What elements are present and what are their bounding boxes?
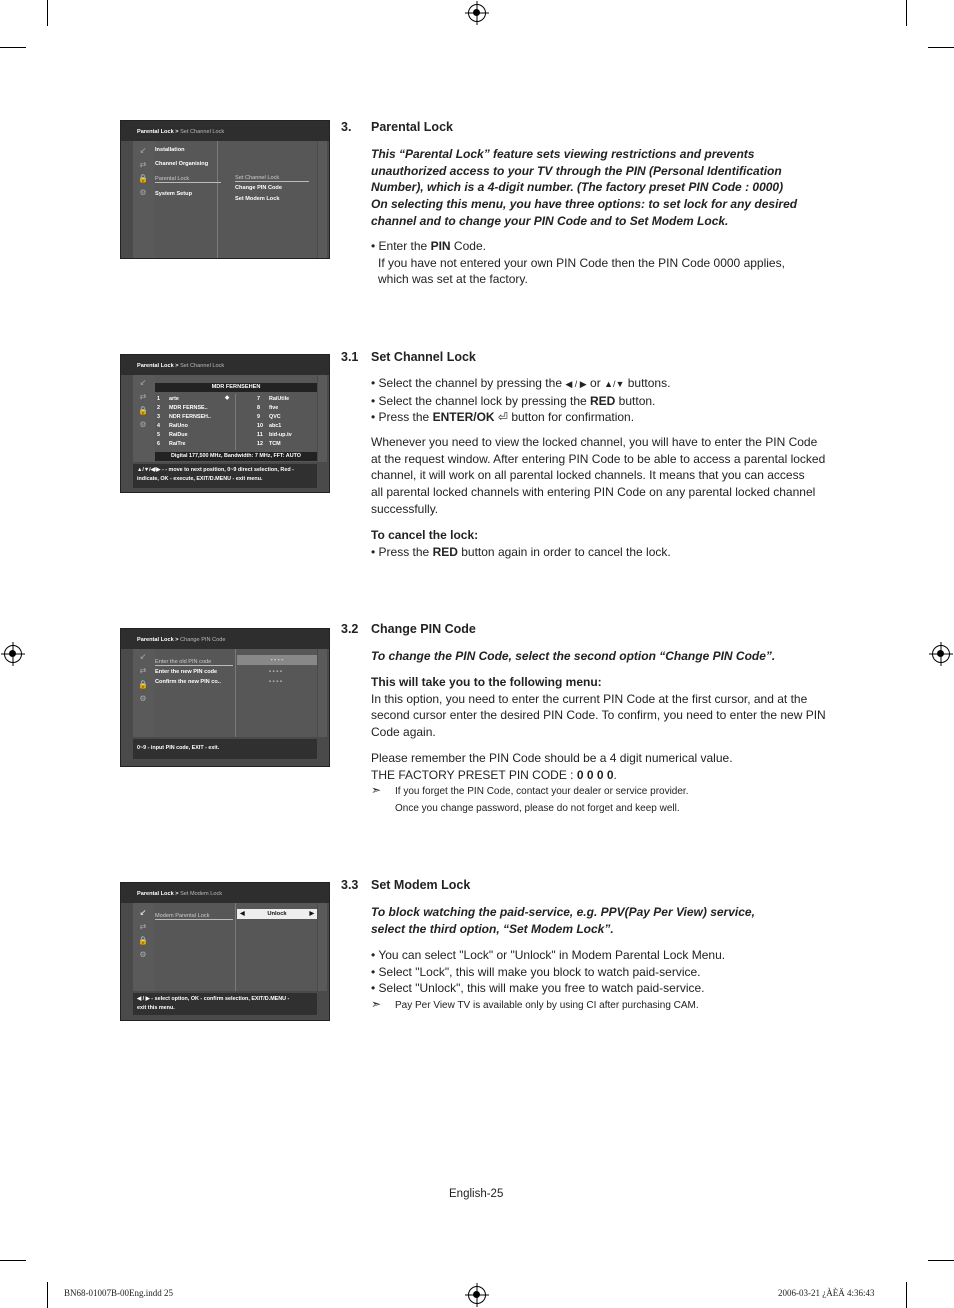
screen-breadcrumb: Parental Lock > Set Channel Lock [137,363,225,369]
bullet-cont: which was set at the factory. [378,272,528,287]
screen-breadcrumb: Parental Lock > Change PIN Code [137,637,226,643]
parental-lock-bullet [371,238,833,288]
section-title: Set Modem Lock [371,878,471,892]
bullet-bold: ENTER/OK [432,410,495,425]
section-title: Set Channel Lock [371,350,476,364]
screen-breadcrumb: Parental Lock > Set Modem Lock [137,891,223,897]
channel-row[interactable]: 5 RaiDue [157,432,188,438]
menu-item-channel-organising[interactable]: Channel Organising [155,161,209,167]
column-divider [235,903,236,991]
bullet-bold: RED [432,544,458,559]
channel-icon: ⇄ [139,666,147,675]
note-arrow-icon: ➣ [371,997,382,1011]
bullet-bold: PIN [430,239,451,253]
bullet-line: • Select "Lock", this will make you block to watch paid-service. [371,964,701,979]
bullet-cont: If you have not entered your own PIN Code then the PIN Code 0000 applies, [378,255,785,270]
crop-mark [906,1282,907,1308]
set-modem-lock-intro [371,904,833,937]
crop-mark [928,1260,954,1261]
arrow-right-icon[interactable]: ▶ [309,911,314,917]
body-text: . [613,767,617,782]
modem-parental-lock-label: Modem Parental Lock [155,913,233,920]
tv-screen-set-channel-lock [120,354,330,493]
set-modem-lock-bullets [371,947,833,997]
menu-item-system-setup[interactable]: System Setup [155,191,192,197]
channel-row[interactable]: 8 five [257,405,279,411]
section-title: Parental Lock [371,120,453,134]
antenna-icon: ↙ [139,908,147,917]
change-pin-body [371,674,833,741]
bullet-text: button for confirmation. [507,410,635,425]
channel-row[interactable]: 2 MDR FERNSE.. [157,405,208,411]
note-line: Once you change password, please do not forget and keep well. [395,803,680,814]
lock-icon: 🔒 [138,174,148,183]
bullet-text: • Select the channel by pressing the [371,376,562,390]
registration-mark-icon [4,645,22,663]
bullet-text: buttons. [627,376,671,390]
modem-lock-selector[interactable] [237,909,317,919]
channel-row[interactable]: 4 RaiUno [157,423,188,429]
channel-row[interactable]: 7 RaiUtile [257,396,290,402]
screen-scroll-bar [318,649,327,737]
crop-mark [47,1282,48,1308]
up-down-arrow-icon: ▲/▼ [604,379,625,389]
note-arrow-icon: ➣ [371,783,382,797]
menu-heading: This will take you to the following menu: [371,675,602,689]
screen-scroll-bar [318,903,327,991]
gear-icon: ⚙ [139,694,147,703]
screen-help-bar [133,464,317,488]
old-pin-field[interactable]: - - - - [237,655,317,665]
option-change-pin-code[interactable]: Change PIN Code [235,185,282,191]
section-number: 3.2 [341,622,359,636]
lock-icon: 🔒 [138,936,148,945]
channel-row[interactable]: 6 RaiTre [157,441,186,447]
tv-screen-change-pin [120,628,330,767]
bullet-text: • Select the channel lock by pressing the [371,393,590,408]
help-line: exit this menu. [137,1005,175,1011]
body-text: THE FACTORY PRESET PIN CODE : [371,767,577,782]
body-line: successfully. [371,501,439,516]
bullet-text: or [590,376,601,390]
menu-item-parental-lock[interactable]: Parental Lock [155,176,221,183]
file-slug: BN68-01007B-00Eng.indd 25 [64,1288,173,1298]
help-line: ▲/▼/◀/▶ - - move to next position, 0~9 direct selection, Red - [137,467,294,473]
body-line: at the request window. After entering PIN Code to be able to access a parental locked [371,451,826,466]
crop-mark [47,0,48,26]
intro-line: unauthorized access to your TV through the PIN (Personal Identification [371,163,782,178]
modem-lock-value: Unlock [267,911,287,917]
channel-row[interactable]: 10 abc1 [257,423,282,429]
intro-line: select the third option, “Set Modem Lock”. [371,921,614,936]
set-modem-lock-note [371,996,833,1014]
gear-icon: ⚙ [139,420,147,429]
icon-column [133,141,155,258]
channel-list-header: MDR FERNSEHEN [155,383,317,392]
channel-icon: ⇄ [139,922,147,931]
left-right-arrow-icon: ◀ / ▶ [565,379,587,389]
screen-scroll-bar [318,141,327,258]
antenna-icon: ↙ [139,146,147,155]
change-pin-intro: To change the PIN Code, select the second option “Change PIN Code”. [371,649,776,663]
intro-line: This “Parental Lock” feature sets viewing restrictions and prevents [371,147,755,161]
cancel-heading: To cancel the lock: [371,528,479,542]
section-number: 3.1 [341,350,359,364]
set-channel-lock-body [371,434,833,518]
registration-mark-icon [468,4,486,22]
crop-mark [906,0,907,26]
bullet-text: • Enter the [371,239,431,253]
body-line: Code again. [371,725,436,740]
gear-icon: ⚙ [139,188,147,197]
bullet-text: • Press the [371,410,433,425]
lock-icon: 🔒 [138,680,148,689]
channel-row[interactable]: 1 arte [157,396,179,402]
bullet-line: • Select "Unlock", this will make you free to watch paid-service. [371,981,705,996]
bullet-text: Code. [450,239,486,253]
registration-mark-icon [468,1286,486,1304]
set-channel-lock-bullets [371,375,833,426]
bullet-bold: RED [590,393,616,408]
channel-info-bar: Digital 177,500 MHz, Bandwidth: 7 MHz, FFT: AUTO [155,452,317,461]
section-number: 3.3 [341,878,359,892]
screen-help-bar [133,993,317,1015]
menu-item-installation[interactable]: Installation [155,147,185,153]
bullet-text: • Press the [371,544,433,559]
bullet-line: • You can select "Lock" or "Unlock" in Modem Parental Lock Menu. [371,948,726,962]
body-line: second cursor enter the desired PIN Code. To confirm, you need to enter the new PIN [371,708,826,723]
option-set-channel-lock[interactable]: Set Channel Lock [235,175,309,182]
tv-screen-set-modem-lock [120,882,330,1021]
channel-row[interactable]: 9 QVC [257,414,281,420]
icon-column [133,375,155,462]
screen-scroll-bar [318,375,327,462]
note-line: If you forget the PIN Code, contact your dealer or service provider. [395,786,689,797]
page-number: English-25 [449,1188,504,1200]
body-line: all parental locked channels with entering PIN Code on any parental locked channel [371,485,816,500]
body-line: Whenever you need to view the locked channel, you will have to enter the PIN Code [371,435,818,449]
crop-mark [0,1260,26,1261]
body-line: Please remember the PIN Code should be a 4 digit numerical value. [371,751,733,765]
menu-divider [217,141,218,258]
intro-line: channel and to change your PIN Code and to Set Modem Lock. [371,213,729,228]
intro-line: To block watching the paid-service, e.g. PPV(Pay Per View) service, [371,905,755,919]
lock-marker-icon: ◆ [225,395,230,401]
screen-breadcrumb: Parental Lock > Set Channel Lock [137,129,225,135]
gear-icon: ⚙ [139,950,147,959]
antenna-icon: ↙ [139,652,147,661]
help-line: ◀ / ▶ - select option, OK - confirm selection, EXIT/D.MENU - [137,996,290,1002]
bullet-text: button. [615,393,656,408]
body-line: channel, it will work on all parental locked channels. It means that you can access [371,468,805,483]
channel-row[interactable]: 12 TCM [257,441,281,447]
timestamp-slug: 2006-03-21 ¿ÀÈÄ 4:36:43 [778,1288,875,1298]
channel-icon: ⇄ [139,392,147,401]
channel-row[interactable]: 3 NDR FERNSEH.. [157,414,211,420]
help-line: indicate, OK - execute, EXIT/D.MENU - exit menu. [137,476,263,482]
channel-icon: ⇄ [139,160,147,169]
intro-line: Number), which is a 4-digit number. (The factory preset PIN Code : 0000) [371,180,784,195]
screen-help-bar: 0~9 - input PIN code, EXIT - exit. [133,739,317,759]
section-number: 3. [341,120,352,134]
lock-icon: 🔒 [138,406,148,415]
factory-pin: 0 0 0 0 [576,767,614,782]
registration-mark-icon [932,645,950,663]
column-divider [235,649,236,737]
icon-column [133,649,155,737]
intro-line: On selecting this menu, you have three options: to set lock for any desired [371,197,798,212]
option-set-modem-lock[interactable]: Set Modem Lock [235,196,280,202]
tv-screen-parental-lock-menu [120,120,330,259]
body-line: In this option, you need to enter the current PIN Code at the first cursor, and at the [371,691,808,706]
crop-mark [0,47,26,48]
note-line: Pay Per View TV is available only by using CI after purchasing CAM. [395,1000,699,1011]
new-pin-label: Enter the new PIN code [155,669,218,675]
old-pin-label: Enter the old PIN code [155,659,233,666]
antenna-icon: ↙ [139,378,147,387]
confirm-pin-label: Confirm the new PIN co.. [155,679,221,685]
crop-mark [928,47,954,48]
enter-icon: ⏎ [497,410,508,425]
channel-row[interactable]: 11 bid-up.tv [257,432,292,438]
cancel-lock-block [371,527,833,560]
confirm-pin-field[interactable]: - - - - [269,679,282,685]
section-title: Change PIN Code [371,622,476,636]
change-pin-note [371,782,833,817]
bullet-text: button again in order to cancel the lock. [457,544,671,559]
new-pin-field[interactable]: - - - - [269,669,282,675]
change-pin-remember [371,750,833,783]
arrow-left-icon[interactable]: ◀ [240,911,245,917]
parental-lock-intro [371,146,833,230]
column-divider [235,394,236,450]
